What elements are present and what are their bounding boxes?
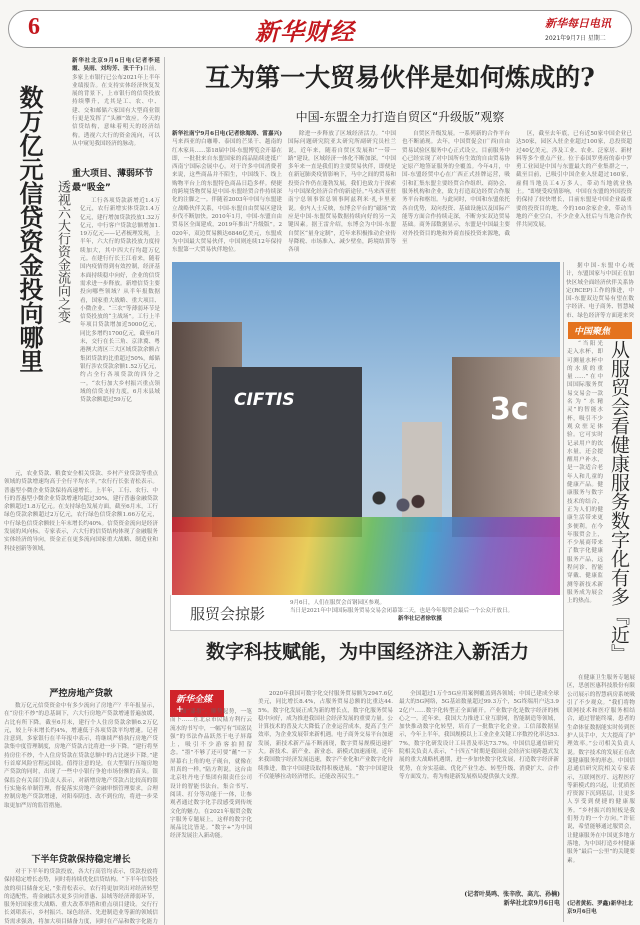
left-body-4: 对于下半年的贷款投放，各大行高管均表示，贷款投放将保持稳定增长态势，同时将持续优化信贷结构。“下半年信贷投放的项目储备充足，”张青松表示，农行将更加突出对经济转型的适配性，将金融活水更多引向普惠、县域等经济薄弱环节，服务好国家重大战略、重大改革举措和重点项目建设。交行行长刘珺表示，乡村振兴、绿色经济、先进制造业等新的领域信贷需求强劲，将加大项目储备力度，同时在产品和数字化能力 bbox=[4, 869, 158, 925]
top-col-1-text: 马来西亚的白咖啡、泰国的芒果干、越南的红木家具……第18届中国-东盟博览会开幕在即，一批批来自东盟国家的商品陆续进抵广西南宁国际会展中心。对于许多中国消费者来说，这些商品并不陌生，中国线下、线上购物平台上的东盟特色商品日趋多样。便捷的跨境货物贸易是中国-东盟经贸合作持续深化的注脚之一。伴随着2003年中国与东盟建立战略伙伴关系，中国-东盟自由贸易区建设步伐不断加快。2010年1月，中国-东盟自由贸易区全面建成，2019年推出“升级版”。2020年，双边贸易额达6846亿美元，东盟成为中国最大贸易伙伴，中国则连续12年保持东盟第一大贸易伙伴地位。 bbox=[172, 139, 282, 254]
photo-building-right bbox=[452, 357, 560, 537]
page-number: 6 bbox=[28, 14, 40, 40]
bottom-col-1: 图“漆墨”，顺势起势，一笔而下……在北京市民陆方利行云流水的书写中，一幅写有“国富民强”的书法作品跃然于电子屏幕上，吸引不少游客拍照留念。“墨”不够了还可要“蘸”一下屏幕右上角的电子砚台，就像在用真的一样。”陆方利说。这台由北京牡丹电子集团有限责任公司设计的智能书法台，集合书写、阅读、打分等功能于一体，让参观者通过数字化手段感受到传统文化的魅力。在2021年服贸会数字服务专题展上，这样的数字化展品比比皆是。“数字+”为中国经济发展注入新动能。 bbox=[170, 709, 252, 840]
right-credit: (记者黄拓、罗鑫)新华社北京9月6日电 bbox=[567, 901, 633, 915]
right-col-b: 在健康卫生服务专题展区，思创医惠科技股份有限公司展示的智慧病房系统吸引了不少观众。“我们将物联网技术和医疗服务相结合，通过智能终端，患者的生命体征数据能实时传到医护人员手中，大大提高了护理效率。”公司相关负责人说。数字技术的发展正在改变健康服务的形态。中国信息通信研究院相关专家表示，互联网医疗、远程医疗等新模式的兴起，让优质医疗资源下沉到基层，让更多人享受到便捷的健康服务。“乡村振兴的短板是我们努力的一个方向。”许征说，希望能够通过服贸会，让健康服务在中国更多地方落地，为中国打造乡村健康服务“最后一公里”的关键要素。 bbox=[567, 675, 635, 864]
left-subhead-3: 下半年贷款保持稳定增长 bbox=[31, 855, 131, 865]
bottom-credit-dateline: 新华社北京9月6日电 bbox=[503, 900, 560, 907]
photo-sign-ciftis: CIFTIS bbox=[234, 390, 295, 410]
top-col-1 bbox=[172, 130, 282, 258]
top-byline: (记者徐海涛、雷嘉兴) bbox=[225, 131, 282, 137]
xinhua-media-tag: 新华全媒+ bbox=[170, 690, 224, 717]
photo-caption bbox=[290, 599, 550, 623]
top-dateline: 新华社南宁9月6日电 bbox=[172, 131, 226, 137]
left-byline: (记者李延霞、吴雨、刘均芳、张千千) bbox=[72, 58, 160, 73]
right-headline: 从服贸会看健康服务数字化有多『近』 bbox=[608, 340, 630, 663]
left-lead bbox=[72, 57, 160, 162]
photo-credit: 新华社记者徐钦摄 bbox=[397, 616, 442, 622]
right-column-divider bbox=[563, 262, 564, 922]
photo-visitors bbox=[367, 477, 427, 547]
top-col-5: 据中国-东盟中心统计，东盟国家与中国正在加快区域全面经济伙伴关系协定(RCEP)工作的推进，中国-东盟双边贸易有望在数字经济、电子商务、智慧城市、绿色经济等方面迎来突 bbox=[566, 263, 634, 318]
bottom-col-3: 全国超过1万个5G应用案例覆盖到各领域；中国已建成全球最大的5G网络，5G基站数量超过99.3万个，5G终端用户达3.92亿户……数字化转型正全面铺开。产业数字化是数字经济的核心之一。近年来，我国大力推进工业互联网，智能制造等领域，加快推动数字化转型，培育了一批数字化企业。工信部数据显示，今年上半年，我国规模以上工业企业关键工序数控化率达53.7%，数字化研发设计工具普及率达73.7%。中国信息通信研究院相关负责人表示，“十四五”时期是我国社会经济实现跨越式发展的重大战略机遇期，进一步加快数字化发展，打造数字经济新优势，在夯实基础、优化产业生态、转型升级、消费扩大、合作等方面发力，将为构建新发展格局提供强大支撑。 bbox=[399, 691, 559, 780]
top-headline: 互为第一大贸易伙伴是如何炼成的? bbox=[205, 63, 595, 92]
photo-caption-line-1: 9月6日，人们在服贸会首钢园区参观。 bbox=[290, 600, 385, 606]
left-body-1: 工行各项贷款新增近1.4万亿元，农行新增实体贷款1.4万亿元，建行增加贷款投放1.32万亿元，中行客户贷款总额增加1.19万亿元——记者梳理发现，上半年，六大行的贷款投放力度持续加大，其中四大行均超万亿元。在建行行长王江看来，随着国内疫情得到有效控制，经济基本面持续稳中向好，企业的信贷需求进一步释放。新增信贷主要投向哪些领域？从半年报数据看，国家重大战略、重大项目、小微企业、“三农”等薄弱环节是信贷投放的“主战场”。工行上半年项目贷款增加近5000亿元，同比多增约1700亿元，截至6月末，交行在长三角、京津冀、粤港澳大湾区三大区域贷款余额占集团贷款的比重超过50%，邮储银行涉农贷款余额1.52万亿元，约占全行各项贷款的四分之一。“农行加大乡村振兴重点领域的信贷支持力度，6月末县域贷款余额超过59万亿 bbox=[80, 198, 160, 404]
left-body-2: 元，农业贷款、粮食安全相关贷款、乡村产业贷款等重点领域的贷款增速均高于全行平均水平。”农行行长张青松表示。普惠型小微企业贷款保持高速增长。上半年，工行、农行、中行的普惠型小微企业贷款增速均超过30%，建行普惠金融贷款余额超过1.8万亿元。在支持绿色发展方面，截至6月末，工行绿色贷款余额超过2万亿元，农行绿色信贷余额1.66万亿元，中行绿色信贷余额较上年末增长约40%。信贷资金流向是经济发展的风向标。专家表示，六大行的信贷结构体现了金融服务实体经济的导向，资金正在更多流向国家重大战略、制造业和科技创新等领域。 bbox=[4, 471, 158, 552]
paper-name-logo: 新华每日电讯 bbox=[545, 17, 611, 30]
top-col-2: 除进一步释放了区域经济活力。“中国国际问题研究院亚太研究所副研究员杜兰说，近年来，随着自贸区发展和“一带一路”建设，区域经济一体化不断加深。“中国多年来一直是我们的主要贸易伙伴，即便是在新冠肺炎疫情影响下，马中之间的贸易和投资合作仍在蓬勃发展，我们也致力于探索与中国深化经济合作的新途径。”马来西亚驻南宁总领事馆总领事阿兹利米·扎卡里亚说。业内人士反映，东博会平台的“磁场”效应是中国-东盟贸易数据持续向好的另一关键因素。据王雷介绍，东博会为中国-东盟自贸区“量身定制”，近年来积极推动企业传导降税、市场准入、减少壁垒，跨境结算等各项 bbox=[288, 131, 396, 254]
photo-caption-line-2: 当日是2021年中国国际服务贸易交易会闭幕第二天，也是今年服贸会最后一个公众开放日。 bbox=[290, 608, 513, 614]
photo-title: 服贸会掠影 bbox=[190, 605, 266, 623]
bottom-credit bbox=[420, 890, 560, 908]
news-photo bbox=[172, 262, 560, 595]
left-subhead-2: 严控房地产贷款 bbox=[49, 689, 113, 699]
left-headline: 数万亿元信贷资金投向哪里 bbox=[15, 85, 44, 373]
bottom-col-2: 2020年我国可数字化交付服务贸易额为2947.6亿美元，同比增长8.4%，占服务贸易总额的比重达44.5%。数字化发展正成为新的增长点，数字化服务贸易稳中向好，成为推进我国社会经济发展的重要力量。公计算技术的普及大大降低了企业运营成本，提高了生产效率，为企业发展带来新机遇。电子商务交易平台加速发展，新技术新产品不断涌现，数字贸易规模迅速扩大。新技术、新产业、新业态、新模式加速涌现。近年来我国数字经济发展迅速，数字产业化和产业数字化持续推进，数字中国建设取得积极进展。“数字中国建设不仅能够拉动经济增长，还能改善民生。” bbox=[258, 691, 393, 780]
bottom-credit-reporters: (记者叶昊鸣、张辛欣、高亢、孙楠) bbox=[464, 891, 560, 898]
photo-sign-3c: 3c bbox=[490, 392, 529, 427]
top-col-3: 自贸区升级发展。一系列新的合作平台也不断涌现。去年，中国贸促会(广西)自由贸易试验区服务中心正式设立，目前服务中心已经实现了对中国所有生效的自由贸易协定原产地签证服务的全覆盖。今年4月，中国-东盟经贸中心在广西正式挂牌运营，吸引和汇集东盟主要经贸合作组织、商协会、服务机构和企业，致力打造双边经贸合作服务平台和枢纽。与此同时，中国和东盟依托各自优势，双向投资、基础设施以及国际产能等方面合作持续走深，不断夯实双边贸易基础。商务部数据显示，东盟是中国最主要对外投资目的地和外商直接投资来源地，截至 bbox=[402, 131, 510, 245]
section-title: 新华财经 bbox=[255, 17, 355, 46]
left-subhead-1: 重大项目、薄弱环节最“吸金” bbox=[72, 169, 154, 193]
photo-rainbow-road bbox=[172, 517, 560, 595]
top-col-4: 区，截至去年底，已有近50家中国企业已达50家，园区入驻企业超过100家，总投资超过40亿美元，涉及工业、农业、泛家居、新材料等多个重点产业。位于泰国罗勇府的泰中罗勇工业园是中国与东盟最大的产业集群之一，截至目前，已吸引中国企业入驻超过160家，雇佣当地员工4万多人，带动当地就业热土。“即便受疫情影响，中国在东盟的外国投资仍保持了较快增长，目前东盟是中国企业最重要的投资目的地，今的160余家企业，带动当地的产业空白，不少企业入驻后与当地合作伙伴共同发展。 bbox=[516, 131, 632, 229]
left-subtitle: 透视六大行资金流向之变 bbox=[55, 180, 70, 323]
top-subtitle: 中国-东盟全力打造自贸区“升级版”观察 bbox=[295, 110, 505, 124]
column-divider bbox=[164, 57, 165, 925]
bottom-headline: 数字科技赋能，为中国经济注入新活力 bbox=[205, 641, 529, 663]
issue-date: 2021年9月7日 星期二 bbox=[545, 35, 606, 42]
left-dateline: 新华社北京9月6日电 bbox=[72, 58, 132, 64]
china-focus-tag: 中国聚焦 bbox=[568, 322, 632, 339]
left-body-3: 数万亿元信贷资金中有多少流向了房地产？半年报显示，在“房住不炒”的总基调下，六大行房地产贷款增速普遍放缓，占比有所下降。截至6月末，建行个人住房贷款余额6.2万亿元，较上年末增长约4%，增速低于各项贷款平均增速。记者注意到，多家银行在半年报中表示，将继续严格执行房地产贷款集中度管理制度，房地产贷款占比将进一步下降。“建行将坚持房住不炒，个人住房贷款在贷款总额中的占比逐步下降。”建行首席风险官程远国说。值得注意的是，在大型银行压缩房地产贷款的同时，出现了一些中小银行争抢市场份额的苗头。银保监会有关部门负责人表示，对新增房地产贷款占比较高的银行实施名单制管理，督促落实房地产金融审慎管理要求，合理控制房地产贷款增速，对阳奉阴违、改不到位的，将进一步采取更加严厉的监管措施。 bbox=[4, 703, 158, 809]
left-lead-text: 目前，多家上市银行已公布2021年上半年业绩报告。在支持实体经济恢复发展的背景下，上市银行的信贷投放持续攀升，尤其是工、农、中、建、交和邮储六家国有大型商业银行更是发挥了“头雁”效应。今天的信贷结构，意味着明天的经济结构。透视六大行的资金流向，可以从中窥见我国经济的脉动。 bbox=[72, 66, 160, 147]
right-col-a: “当阳光走入水杯，即可测量水杯中的水质的重量……”在中国国际服务贸易交易会一款名为“水精灵”的智能水杯，吸引不少观众驻足体验。它可实时记录用户的饮水量，还会提醒用户补水，是一款适合老年人和儿童的健康产品。健康服务与数字技术的结合，正为人们的健康生活带来更多便利。在今年服贸会上，不少展商带来了数字化健康服务产品，远程问诊、智能穿戴、健康监测等新技术新服务成为展会上的热点。 bbox=[567, 341, 603, 605]
